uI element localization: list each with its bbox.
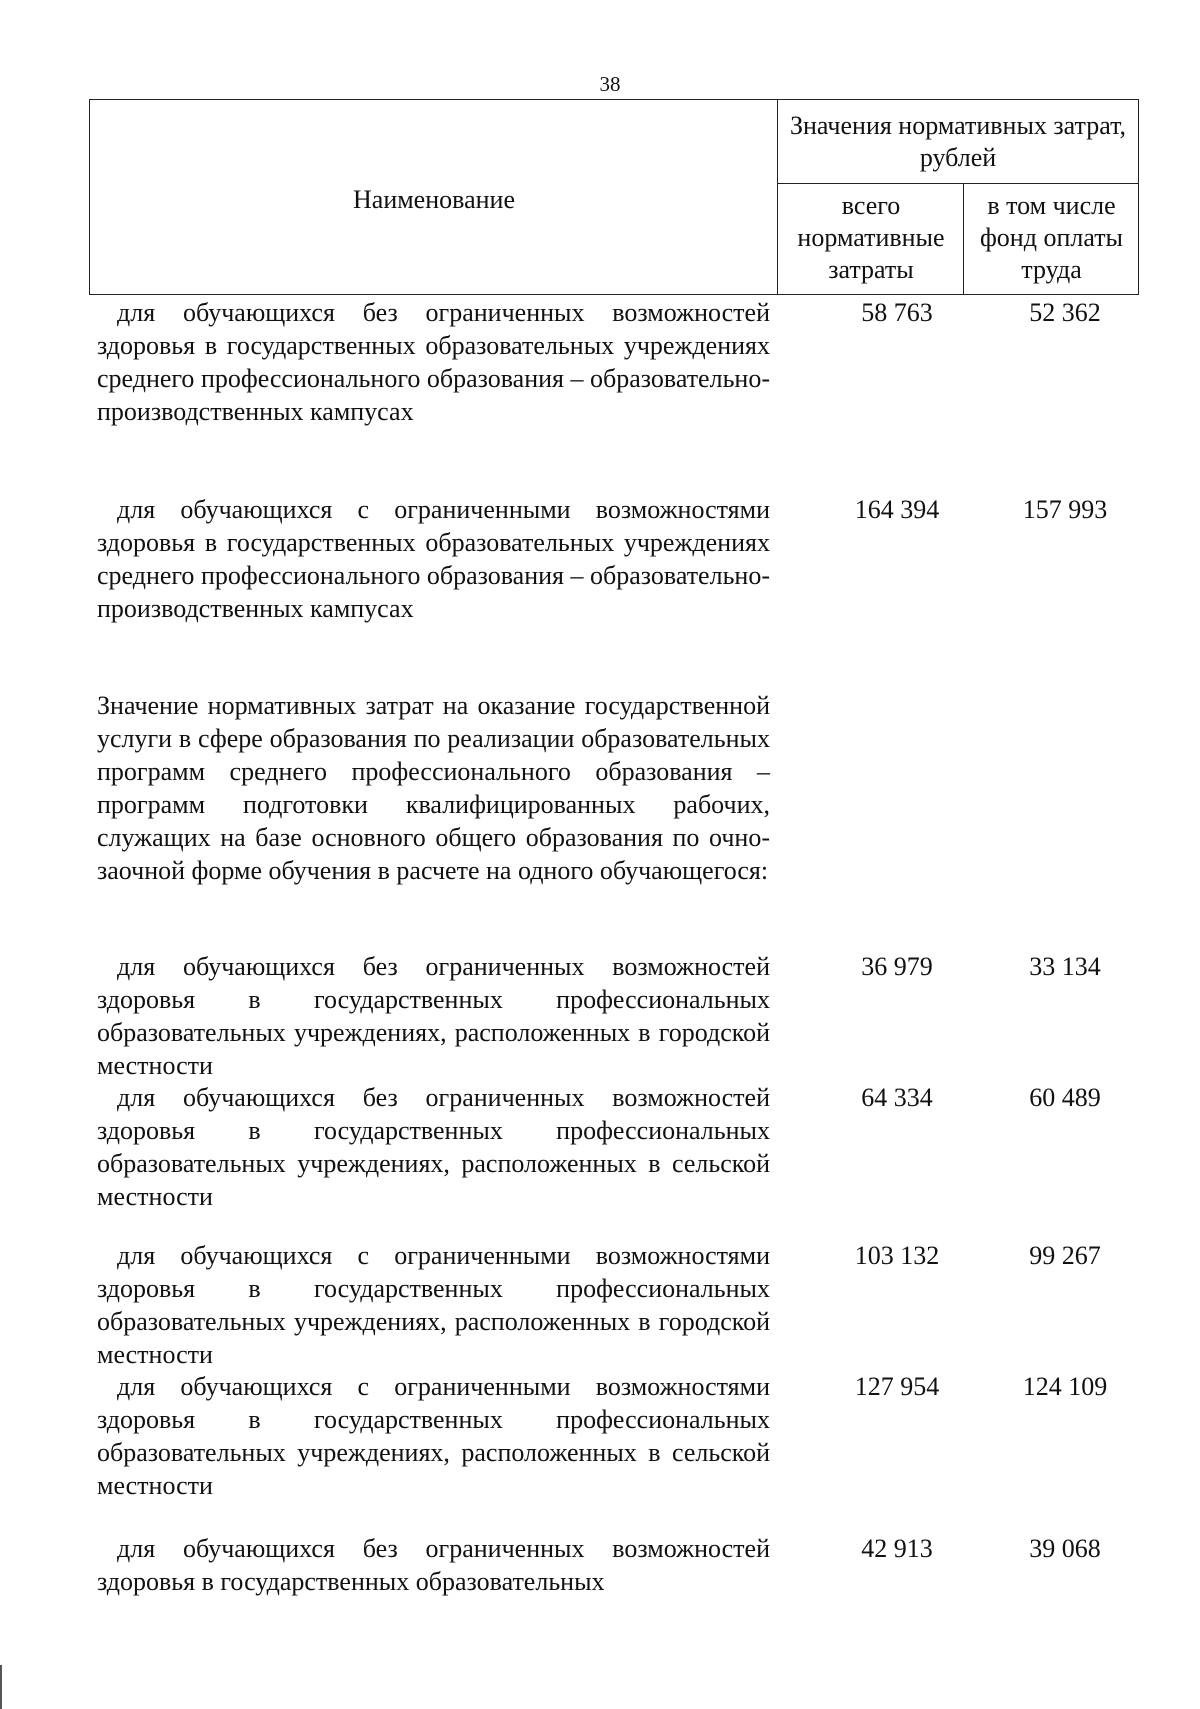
row-payroll: 39 068 [1029, 1534, 1101, 1563]
row-total: 127 954 [854, 1372, 940, 1401]
row-payroll: 157 993 [1022, 495, 1108, 524]
row-name: для обучающихся с ограниченными возможностями здоровья в государственных образовательных учреждениях среднего профессионального образования – образовательно-производственных кампусах [97, 495, 770, 623]
row-total: 36 979 [861, 952, 933, 981]
row-name: для обучающихся с ограниченными возможностями здоровья в государственных профессиональных образовательных учреждениях, расположенных в сельской местности [97, 1372, 770, 1500]
row-payroll: 33 134 [1029, 952, 1101, 981]
row-total: 164 394 [854, 495, 940, 524]
row-payroll: 52 362 [1029, 298, 1101, 327]
row-payroll: 60 489 [1029, 1083, 1101, 1112]
row-payroll: 124 109 [1022, 1372, 1108, 1401]
row-name: Значение нормативных затрат на оказание государственной услуги в сфере образования по реализации образовательных программ среднего профессионального образования – программ подготовки квалифицированных рабочих, служащих на базе основного общего образования по очно-заочной форме обучения в расчете на одного обучающегося: [97, 691, 770, 885]
scan-edge-mark [0, 1665, 2, 1709]
row-name: для обучающихся без ограниченных возможностей здоровья в государственных профессиональных образовательных учреждениях, расположенных в городской местности [97, 952, 770, 1080]
row-payroll: 99 267 [1029, 1241, 1101, 1270]
row-total: 64 334 [861, 1083, 933, 1112]
row-name: для обучающихся без ограниченных возможностей здоровья в государственных образовательных учреждениях среднего профессионального образования – образовательно-производственных кампусах [97, 298, 770, 426]
page-number: 38 [599, 72, 621, 96]
header-name: Наименование [353, 185, 515, 214]
row-total: 103 132 [854, 1241, 940, 1270]
row-name: для обучающихся без ограниченных возможностей здоровья в государственных образовательных [97, 1534, 770, 1596]
row-total: 58 763 [861, 298, 933, 327]
header-payroll-fund: в том числе фонд оплаты труда [979, 191, 1124, 284]
row-total: 42 913 [861, 1534, 933, 1563]
row-name: для обучающихся без ограниченных возможностей здоровья в государственных профессиональных образовательных учреждениях, расположенных в сельской местности [97, 1083, 770, 1211]
row-name: для обучающихся с ограниченными возможностями здоровья в государственных профессиональных образовательных учреждениях, расположенных в городской местности [97, 1241, 770, 1369]
table-header [89, 99, 1139, 295]
header-values-group: Значения нормативных затрат, рублей [789, 111, 1127, 172]
header-total-costs: всего нормативные затраты [797, 191, 945, 284]
header-divider-group [777, 183, 1138, 184]
